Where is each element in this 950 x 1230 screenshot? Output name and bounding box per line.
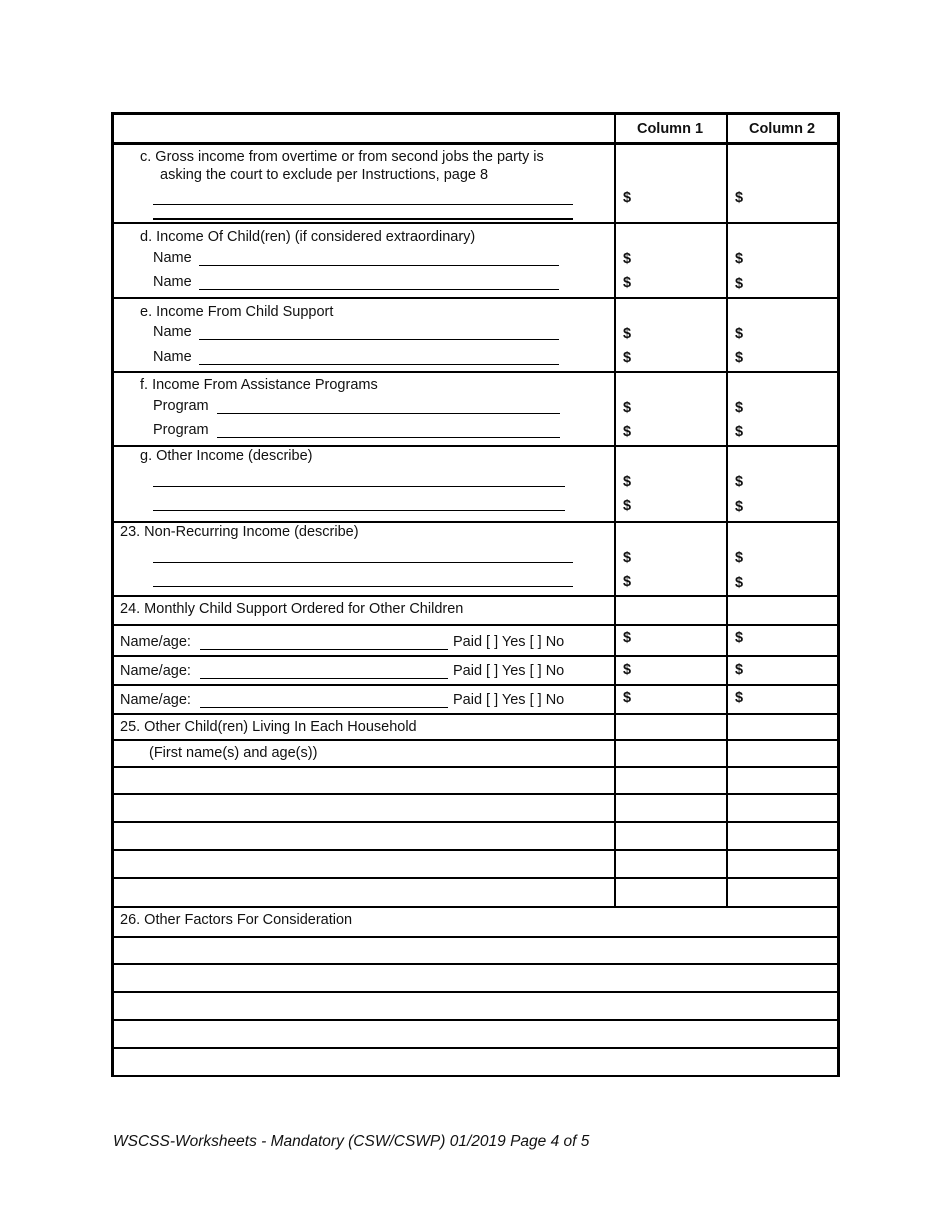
- column-1-header: Column 1: [636, 121, 704, 137]
- column-divider-1: [614, 113, 616, 908]
- section-f-col1-amount-2[interactable]: $: [623, 424, 632, 440]
- other-factors-row-4[interactable]: [113, 1021, 836, 1046]
- section-d-col2-amount-1[interactable]: $: [735, 251, 744, 267]
- section-g-title: g. Other Income (describe): [140, 448, 313, 464]
- section-f-program-label-1: Program: [153, 398, 209, 414]
- section-e-name-field-2[interactable]: [199, 364, 559, 365]
- section-23-col1-amount-1[interactable]: $: [623, 550, 632, 566]
- row-divider: [111, 222, 840, 224]
- section-g-col1-amount-1[interactable]: $: [623, 474, 632, 490]
- section-e-name-field-1[interactable]: [199, 339, 559, 340]
- row-divider: [111, 906, 840, 908]
- section-23-col2-amount-2[interactable]: $: [735, 575, 744, 591]
- section-e-col1-amount-2[interactable]: $: [623, 350, 632, 366]
- section-c-label-cont: asking the court to exclude per Instructions, page 8: [160, 167, 489, 183]
- row-divider: [111, 713, 840, 715]
- child-support-col2-amount-2[interactable]: $: [735, 662, 744, 678]
- section-g-description-field-2[interactable]: [153, 510, 565, 511]
- section-23-title: 23. Non-Recurring Income (describe): [120, 524, 359, 540]
- row-divider: [111, 684, 840, 686]
- child-support-col1-amount-3[interactable]: $: [623, 690, 632, 706]
- row-divider: [111, 739, 840, 741]
- section-c-description-field-2[interactable]: [153, 218, 573, 220]
- section-d-name-field-1[interactable]: [199, 265, 559, 266]
- household-children-row-3[interactable]: [113, 823, 613, 848]
- row-divider: [111, 595, 840, 597]
- section-f-col1-amount-1[interactable]: $: [623, 400, 632, 416]
- row-divider: [111, 445, 840, 447]
- section-e-col2-amount-2[interactable]: $: [735, 350, 744, 366]
- section-23-col1-amount-2[interactable]: $: [623, 574, 632, 590]
- section-d-col1-amount-1[interactable]: $: [623, 251, 632, 267]
- section-f-program-field-2[interactable]: [217, 437, 560, 438]
- section-f-title: f. Income From Assistance Programs: [140, 377, 378, 393]
- child-support-name-label-1: Name/age:: [120, 634, 191, 650]
- section-d-name-field-2[interactable]: [199, 289, 559, 290]
- section-d-title: d. Income Of Child(ren) (if considered extraordinary): [140, 229, 476, 245]
- child-support-col2-amount-3[interactable]: $: [735, 690, 744, 706]
- section-e-title: e. Income From Child Support: [140, 304, 334, 320]
- child-support-name-field-1[interactable]: [200, 649, 448, 650]
- child-support-col1-amount-1[interactable]: $: [623, 630, 632, 646]
- section-c-description-field[interactable]: [153, 204, 573, 205]
- section-25-subtitle: (First name(s) and age(s)): [149, 745, 318, 761]
- section-24-title: 24. Monthly Child Support Ordered for Other Children: [120, 601, 464, 617]
- section-f-col2-amount-1[interactable]: $: [735, 400, 744, 416]
- child-support-name-field-2[interactable]: [200, 678, 448, 679]
- section-c-label: c. Gross income from overtime or from second jobs the party is: [140, 149, 544, 165]
- household-children-row-2[interactable]: [113, 795, 613, 820]
- child-support-col1-amount-2[interactable]: $: [623, 662, 632, 678]
- section-c-col1-amount[interactable]: $: [623, 190, 632, 206]
- column-divider-2: [726, 113, 728, 908]
- section-d-name-label-1: Name: [153, 250, 192, 266]
- header-bottom-border: [111, 142, 840, 145]
- section-d-col2-amount-2[interactable]: $: [735, 276, 744, 292]
- section-f-program-label-2: Program: [153, 422, 209, 438]
- child-support-name-label-2: Name/age:: [120, 663, 191, 679]
- row-divider: [111, 371, 840, 373]
- table-top-border: [111, 112, 840, 115]
- section-f-program-field-1[interactable]: [217, 413, 560, 414]
- section-e-name-label-2: Name: [153, 349, 192, 365]
- row-divider: [111, 655, 840, 657]
- row-divider: [111, 624, 840, 626]
- child-support-name-label-3: Name/age:: [120, 692, 191, 708]
- other-factors-row-3[interactable]: [113, 993, 836, 1018]
- other-factors-row-1[interactable]: [113, 938, 836, 962]
- section-23-description-field-2[interactable]: [153, 586, 573, 587]
- row-divider: [111, 521, 840, 523]
- table-bottom-border: [111, 1075, 840, 1077]
- section-e-col1-amount-1[interactable]: $: [623, 326, 632, 342]
- section-26-title: 26. Other Factors For Consideration: [120, 912, 353, 928]
- child-support-paid-checkboxes-3[interactable]: Paid [ ] Yes [ ] No: [453, 692, 565, 708]
- section-e-col2-amount-1[interactable]: $: [735, 326, 744, 342]
- section-c-col2-amount[interactable]: $: [735, 190, 744, 206]
- other-factors-row-2[interactable]: [113, 965, 836, 990]
- row-divider: [111, 297, 840, 299]
- page-footer: WSCSS-Worksheets - Mandatory (CSW/CSWP) 01/2019 Page 4 of 5: [113, 1133, 590, 1150]
- section-23-description-field-1[interactable]: [153, 562, 573, 563]
- section-e-name-label-1: Name: [153, 324, 192, 340]
- section-g-col2-amount-2[interactable]: $: [735, 499, 744, 515]
- child-support-name-field-3[interactable]: [200, 707, 448, 708]
- household-children-row-1[interactable]: [113, 768, 613, 792]
- section-g-col2-amount-1[interactable]: $: [735, 474, 744, 490]
- section-d-name-label-2: Name: [153, 274, 192, 290]
- household-children-row-4[interactable]: [113, 851, 613, 876]
- other-factors-row-5[interactable]: [113, 1049, 836, 1074]
- household-children-row-5[interactable]: [113, 879, 613, 905]
- section-g-col1-amount-2[interactable]: $: [623, 498, 632, 514]
- column-2-header: Column 2: [748, 121, 816, 137]
- section-g-description-field-1[interactable]: [153, 486, 565, 487]
- section-d-col1-amount-2[interactable]: $: [623, 275, 632, 291]
- child-support-col2-amount-1[interactable]: $: [735, 630, 744, 646]
- child-support-paid-checkboxes-2[interactable]: Paid [ ] Yes [ ] No: [453, 663, 565, 679]
- section-25-title: 25. Other Child(ren) Living In Each Household: [120, 719, 417, 735]
- section-23-col2-amount-1[interactable]: $: [735, 550, 744, 566]
- section-f-col2-amount-2[interactable]: $: [735, 424, 744, 440]
- child-support-paid-checkboxes-1[interactable]: Paid [ ] Yes [ ] No: [453, 634, 565, 650]
